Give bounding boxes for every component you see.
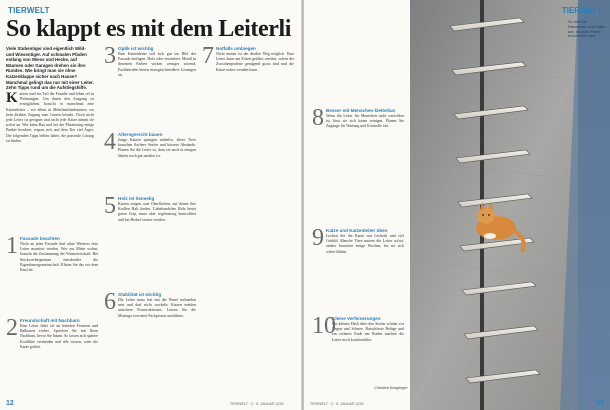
tip-text: Nicht immer ist der direkte Weg möglich. Eine Leiter kann um Ecken geführt werden, sofern die Zwischenpodeste genügend gross sind und die Katze sicher wenden kann. — [216, 52, 294, 72]
tip-title: Freundschaft mit Nachbarn — [20, 318, 80, 323]
tip-2 — [6, 315, 98, 350]
tip-text: Junge Katzen springen mühelos, ältere Tiere brauchen flachere Stufen und kürzere Abstände. Planen Sie die Leiter so, dass sie auch in einigen Jahren noch gut nutzbar ist. — [118, 138, 196, 158]
body-text — [6, 92, 94, 144]
tip-3 — [104, 43, 196, 78]
tip-10 — [312, 313, 404, 343]
tip-title: Optik ist wichtig — [118, 46, 154, 51]
dropcap: K — [6, 90, 18, 106]
tip-number: 1 — [6, 233, 18, 259]
tip-4 — [104, 129, 196, 159]
page-footer: TIERWELT · 2 · 8. JANUAR 2015 — [310, 402, 364, 406]
page-number: 13 — [596, 400, 604, 407]
tip-9 — [312, 225, 404, 255]
tip-number: 5 — [104, 193, 116, 219]
tip-title: Besser mit Menschen kletterbar — [326, 108, 396, 113]
tip-text: Katzen mögen raue Oberflächen, auf denen ihre Krallen Halt finden. Unbehandeltes Holz bietet guten Grip, muss aber regelmässig kontrolliert und bei Bedarf ersetzt werden. — [118, 202, 196, 222]
tip-number: 2 — [6, 315, 18, 341]
tip-number: 4 — [104, 129, 116, 155]
headline: So klappt es mit dem Leiterli — [6, 16, 292, 42]
tip-title: Altersgerecht bauen — [118, 132, 163, 137]
tip-text: Eine Katzenleiter soll sich gut ins Bild der Fassade einfügen. Holz oder verzinktes Metall in dezenten Farben wirken weniger störend. Fachbetriebe bieten massgeschneiderte Lösungen an. — [118, 52, 196, 77]
cat-ladder-photo — [410, 0, 610, 410]
section-label: TIERWELT — [8, 6, 50, 15]
page-number: 12 — [6, 400, 14, 407]
tip-8 — [312, 105, 404, 131]
tip-title: Holz ist heimelig — [118, 196, 155, 201]
tip-5 — [104, 193, 196, 223]
author-credit: Christine Burgheger — [374, 386, 408, 390]
tip-1 — [6, 233, 98, 273]
tip-title: Fassade beachten — [20, 236, 60, 241]
tip-number: 7 — [202, 43, 214, 69]
tip-number: 6 — [104, 289, 116, 315]
photo-area — [410, 0, 610, 410]
tip-title: Kleine Verfeinerungen — [332, 316, 381, 321]
tip-text: Die Leiter muss fest mit der Wand verbunden sein und darf nicht wackeln. Katzen meiden unsichere Konstruktionen. Lassen Sie die Montage von einer Fachperson ausführen. — [118, 298, 196, 318]
tip-title: Notfalls umbiegen — [216, 46, 256, 51]
photo-caption: So sieht die Katzenleiter zum Fallen aus, die jeder Punkt 7 beschreiben wird — [568, 20, 606, 39]
tip-text: Ein kleines Dach über den Stufen schützt vor Regen und Schnee. Rutschfeste Beläge und ein sicheres Ende am Boden machen die Leiter noch komfortabler. — [332, 322, 404, 342]
right-page — [304, 0, 610, 410]
intro-text: Viele Stubentiger sind eigentlich Wild- und Wiesentiger. Auf schmalen Pfaden entlang von Wiese und Hecke, auf Bäumen oder Garagen drehen sie ihre Runden. Wie bringt man sie ohne Katzenklappe sicher nach Hause? Manchmal gelingt das nur mit einer Leiter. Zehn Tipps rund um die Aufstiegshilfe. — [6, 46, 94, 91]
page-footer: TIERWELT · 2 · 8. JANUAR 2015 — [230, 402, 284, 406]
tip-number: 10 — [312, 313, 336, 339]
tip-text: Locken Sie die Katze mit Leckerli und viel Geduld. Manche Tiere nutzen die Leiter sofort, andere brauchen einige Wochen, bis sie sich sicher fühlen. — [326, 234, 404, 254]
tip-6 — [104, 289, 196, 319]
left-page — [0, 0, 302, 410]
tip-text: Nicht an jeder Fassade darf ohne Weiteres eine Leiter montiert werden. Wer zur Miete wohnt, braucht die Zustimmung der Vermieterschaft. Bei Stockwerkeigentum entscheidet die Eigentümergemeinschaft. Klären Sie das vor dem Kauf ab. — [20, 242, 98, 273]
tip-text: Wenn die Leiter für Menschen nicht erreichbar ist, lässt sie sich kaum reinigen. Planen Sie Zugänge für Wartung und Kontrolle ein. — [326, 114, 404, 129]
body-paragraph: atzen sind ein Teil der Familie und leben oft in Wohnungen. Um ihnen den Ausgang zu ermöglichen, braucht es manchmal eine Katzenleiter – vor allem in Mehrfamilienhäusern, wo kein direkter Zugang zum Garten besteht. Doch nicht jede Leiter ist geeignet und nicht jede Katze nimmt sie sofort an. Wer beim Bau und bei der Platzierung einige Punkte beachtet, erspart sich und dem Tier viel Ärger. Die folgenden Tipps helfen dabei, die passende Lösung zu finden. — [6, 92, 94, 143]
tip-text: Eine Leiter führt oft an fremden Fenstern und Balkonen vorbei. Sprechen Sie mit Ihren Nachbarn, bevor Sie bauen. So lassen sich spätere Konflikte vermeiden und alle wissen, wem die Katze gehört. — [20, 324, 98, 349]
tip-7 — [202, 43, 294, 73]
section-label: TIERWELT — [561, 6, 602, 15]
tip-title: Stabilität ist wichtig — [118, 292, 162, 297]
tip-number: 3 — [104, 43, 116, 69]
tip-number: 8 — [312, 105, 324, 131]
tip-number: 9 — [312, 225, 324, 251]
tip-title: Katze und Katzenleiter üben — [326, 228, 388, 233]
